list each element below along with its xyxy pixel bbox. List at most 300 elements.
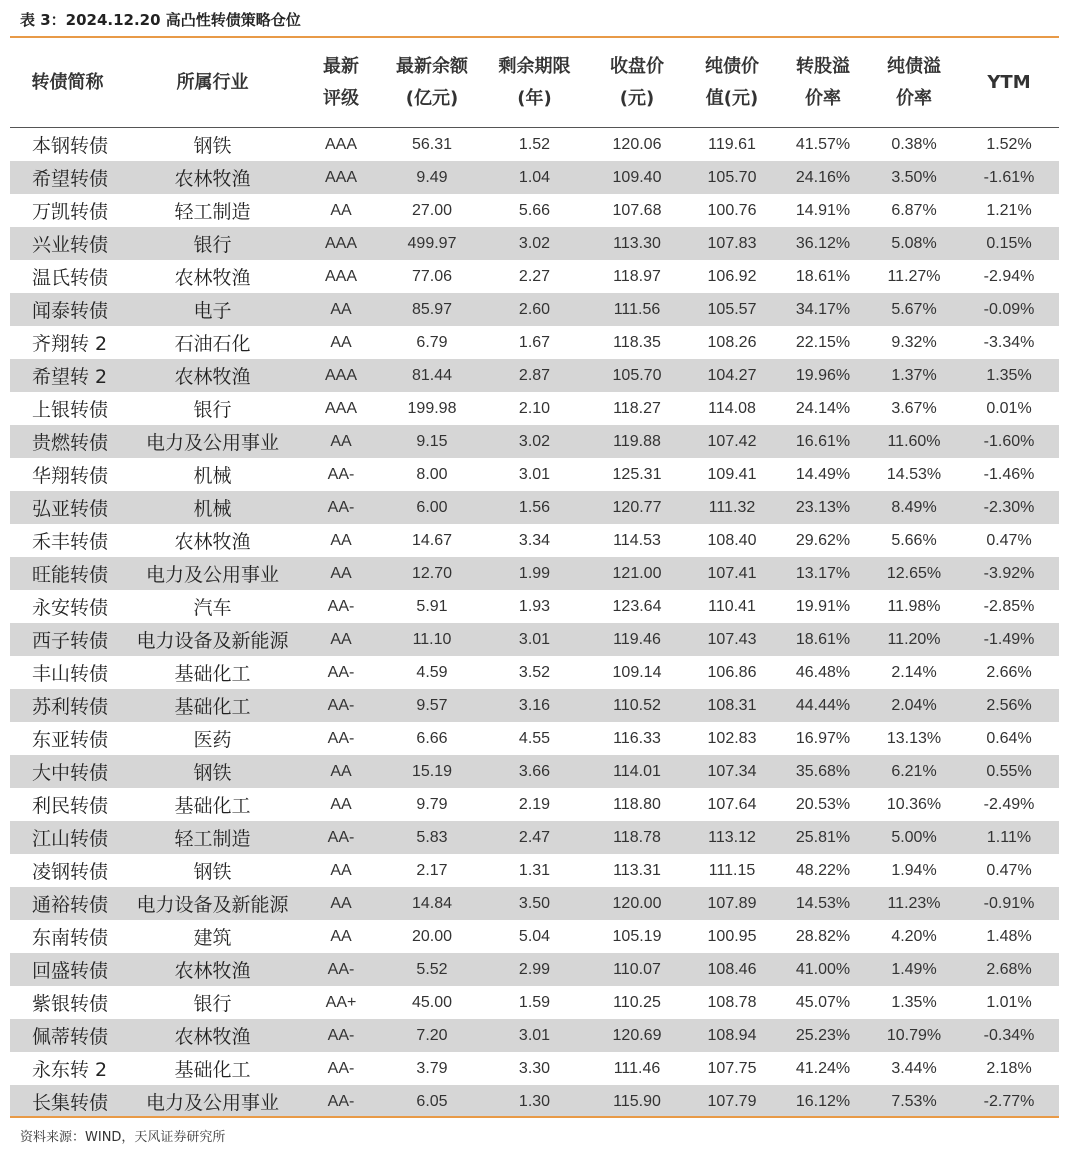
bond-premium-cell: 8.49% xyxy=(869,491,959,524)
bond-premium-cell: 10.36% xyxy=(886,795,942,813)
bond-premium-cell: 3.67% xyxy=(891,399,937,417)
bond-name-cell: 苏利转债 xyxy=(10,689,125,722)
bond-value-cell: 100.76 xyxy=(707,201,757,219)
convertible-bond-table xyxy=(10,38,1059,1118)
bond-premium-cell: 0.38% xyxy=(891,135,937,153)
rating-cell: AA- xyxy=(327,729,355,747)
close-price-cell: 109.14 xyxy=(612,663,662,681)
industry-cell: 农林牧渔 xyxy=(125,161,300,194)
close-price-cell: 115.90 xyxy=(587,1085,687,1118)
table-row xyxy=(10,755,1059,788)
table-row xyxy=(10,590,1059,623)
bond-value-cell: 108.31 xyxy=(687,689,777,722)
conversion-premium-cell: 16.12% xyxy=(777,1085,869,1118)
industry-cell: 农林牧渔 xyxy=(125,1019,300,1052)
ytm-cell: 1.35% xyxy=(959,359,1059,392)
rating-cell: AA xyxy=(300,293,382,326)
close-price-cell: 111.56 xyxy=(587,293,687,326)
header-bond-value: 纯债价 值(元) xyxy=(687,38,777,128)
conversion-premium-cell: 18.61% xyxy=(777,623,869,656)
close-price-cell: 121.00 xyxy=(587,557,687,590)
rating-cell: AA xyxy=(330,531,352,549)
bond-name-cell: 贵燃转债 xyxy=(10,425,125,458)
ytm-cell: -2.94% xyxy=(983,267,1035,285)
conversion-premium-cell: 19.96% xyxy=(777,359,869,392)
balance-cell: 6.00 xyxy=(382,491,482,524)
table-row xyxy=(10,689,1059,722)
conversion-premium-cell: 25.81% xyxy=(777,821,869,854)
ytm-cell: 0.01% xyxy=(986,399,1032,417)
term-cell: 1.30 xyxy=(482,1085,587,1118)
conversion-premium-cell: 44.44% xyxy=(777,689,869,722)
bond-value-cell: 107.89 xyxy=(687,887,777,920)
industry-cell: 石油石化 xyxy=(174,333,251,355)
balance-cell: 4.59 xyxy=(416,663,448,681)
header-row xyxy=(10,38,1059,128)
close-price-cell: 120.06 xyxy=(612,135,662,153)
bond-value-cell: 100.95 xyxy=(707,927,757,945)
balance-cell: 20.00 xyxy=(411,927,453,945)
ytm-cell: -0.91% xyxy=(959,887,1059,920)
bond-value-cell: 105.70 xyxy=(687,161,777,194)
bond-name-cell: 禾丰转债 xyxy=(32,531,109,553)
industry-cell: 农林牧渔 xyxy=(174,531,251,553)
header-balance: 最新余额 (亿元) xyxy=(382,38,482,128)
bond-name-cell: 万凯转债 xyxy=(32,201,109,223)
header-rating: 最新 评级 xyxy=(300,38,382,128)
conversion-premium-cell: 20.53% xyxy=(795,795,851,813)
ytm-cell: 0.64% xyxy=(986,729,1032,747)
close-price-cell: 110.07 xyxy=(587,953,687,986)
balance-cell: 77.06 xyxy=(411,267,453,285)
conversion-premium-cell: 14.49% xyxy=(795,465,851,483)
balance-cell: 5.91 xyxy=(416,597,448,615)
bond-premium-cell: 1.37% xyxy=(869,359,959,392)
bond-name-cell: 西子转债 xyxy=(10,623,125,656)
term-cell: 1.67 xyxy=(518,333,551,351)
ytm-cell: 1.21% xyxy=(986,201,1032,219)
table-row xyxy=(10,920,1059,953)
term-cell: 2.19 xyxy=(518,795,551,813)
header-close-price: 收盘价 (元) xyxy=(587,38,687,128)
ytm-cell: 1.01% xyxy=(986,993,1032,1011)
bond-value-cell: 105.57 xyxy=(687,293,777,326)
table-row xyxy=(10,326,1059,359)
term-cell: 3.30 xyxy=(518,1059,551,1077)
conversion-premium-cell: 41.24% xyxy=(795,1059,851,1077)
ytm-cell: -0.34% xyxy=(959,1019,1059,1052)
industry-cell: 钢铁 xyxy=(193,861,232,883)
term-cell: 3.66 xyxy=(482,755,587,788)
table-row xyxy=(10,821,1059,854)
rating-cell: AA xyxy=(330,927,352,945)
bond-name-cell: 通裕转债 xyxy=(10,887,125,920)
rating-cell: AAA xyxy=(324,399,357,417)
close-price-cell: 105.70 xyxy=(587,359,687,392)
close-price-cell: 125.31 xyxy=(612,465,662,483)
conversion-premium-cell: 25.23% xyxy=(777,1019,869,1052)
conversion-premium-cell: 18.61% xyxy=(795,267,851,285)
rating-cell: AAA xyxy=(324,135,357,153)
bond-premium-cell: 5.00% xyxy=(869,821,959,854)
bond-name-cell: 旺能转债 xyxy=(10,557,125,590)
conversion-premium-cell: 14.53% xyxy=(777,887,869,920)
bond-value-cell: 108.40 xyxy=(707,531,757,549)
rating-cell: AA- xyxy=(300,953,382,986)
industry-cell: 银行 xyxy=(193,399,232,421)
close-price-cell: 114.53 xyxy=(613,531,661,549)
bond-premium-cell: 1.35% xyxy=(891,993,937,1011)
balance-cell: 3.79 xyxy=(416,1059,448,1077)
table-row xyxy=(10,128,1059,162)
close-price-cell: 120.69 xyxy=(587,1019,687,1052)
bond-value-cell: 107.42 xyxy=(687,425,777,458)
bond-value-cell: 107.83 xyxy=(687,227,777,260)
bond-premium-cell: 6.87% xyxy=(891,201,937,219)
bond-value-cell: 109.41 xyxy=(707,465,757,483)
rating-cell: AAA xyxy=(300,359,382,392)
conversion-premium-cell: 13.17% xyxy=(777,557,869,590)
ytm-cell: 2.66% xyxy=(986,663,1032,681)
bond-name-cell: 长集转债 xyxy=(10,1085,125,1118)
rating-cell: AA- xyxy=(300,821,382,854)
rating-cell: AA xyxy=(300,557,382,590)
ytm-cell: -2.30% xyxy=(959,491,1059,524)
conversion-premium-cell: 48.22% xyxy=(795,861,851,879)
term-cell: 1.04 xyxy=(482,161,587,194)
close-price-cell: 113.31 xyxy=(613,861,661,879)
industry-cell: 电力设备及新能源 xyxy=(125,887,300,920)
bond-value-cell: 107.34 xyxy=(687,755,777,788)
table-row xyxy=(10,623,1059,656)
bond-name-cell: 永安转债 xyxy=(32,597,109,619)
table-row xyxy=(10,854,1059,887)
balance-cell: 15.19 xyxy=(382,755,482,788)
term-cell: 2.99 xyxy=(482,953,587,986)
table-row xyxy=(10,557,1059,590)
table-row xyxy=(10,491,1059,524)
balance-cell: 12.70 xyxy=(382,557,482,590)
bottom-rule xyxy=(10,1116,1059,1118)
ytm-cell: 0.55% xyxy=(959,755,1059,788)
bond-premium-cell: 4.20% xyxy=(891,927,937,945)
bond-value-cell: 110.41 xyxy=(708,597,756,615)
industry-cell: 电力及公用事业 xyxy=(125,557,300,590)
term-cell: 2.10 xyxy=(518,399,551,417)
balance-cell: 9.49 xyxy=(382,161,482,194)
balance-cell: 9.57 xyxy=(382,689,482,722)
term-cell: 2.87 xyxy=(482,359,587,392)
bond-value-cell: 107.64 xyxy=(707,795,757,813)
term-cell: 5.66 xyxy=(518,201,551,219)
bond-name-cell: 大中转债 xyxy=(10,755,125,788)
bond-premium-cell: 7.53% xyxy=(869,1085,959,1118)
bond-name-cell: 紫银转债 xyxy=(32,993,109,1015)
bond-name-cell: 东亚转债 xyxy=(32,729,109,751)
close-price-cell: 118.27 xyxy=(613,399,661,417)
header-bond-premium: 纯债溢 价率 xyxy=(869,38,959,128)
close-price-cell: 105.19 xyxy=(612,927,662,945)
term-cell: 3.02 xyxy=(482,425,587,458)
term-cell: 3.02 xyxy=(482,227,587,260)
rating-cell: AA- xyxy=(327,663,355,681)
close-price-cell: 113.30 xyxy=(587,227,687,260)
conversion-premium-cell: 46.48% xyxy=(795,663,851,681)
term-cell: 1.93 xyxy=(518,597,551,615)
bond-value-cell: 108.78 xyxy=(707,993,757,1011)
bond-name-cell: 齐翔转 2 xyxy=(32,333,108,355)
table-row xyxy=(10,392,1059,425)
bond-name-cell: 华翔转债 xyxy=(32,465,109,487)
rating-cell: AAA xyxy=(300,227,382,260)
table-row xyxy=(10,986,1059,1019)
balance-cell: 5.52 xyxy=(382,953,482,986)
ytm-cell: -2.85% xyxy=(983,597,1035,615)
term-cell: 3.01 xyxy=(518,465,551,483)
ytm-cell: -1.60% xyxy=(959,425,1059,458)
bond-premium-cell: 3.50% xyxy=(869,161,959,194)
ytm-cell: -2.77% xyxy=(959,1085,1059,1118)
header-industry: 所属行业 xyxy=(125,38,300,128)
conversion-premium-cell: 23.13% xyxy=(777,491,869,524)
industry-cell: 电力及公用事业 xyxy=(125,425,300,458)
term-cell: 3.50 xyxy=(482,887,587,920)
balance-cell: 9.79 xyxy=(416,795,448,813)
bond-value-cell: 107.41 xyxy=(687,557,777,590)
bond-name-cell: 永东转 2 xyxy=(32,1059,108,1081)
balance-cell: 6.79 xyxy=(416,333,448,351)
ytm-cell: -3.34% xyxy=(983,333,1035,351)
close-price-cell: 110.25 xyxy=(613,993,661,1011)
industry-cell: 农林牧渔 xyxy=(125,359,300,392)
close-price-cell: 119.88 xyxy=(587,425,687,458)
conversion-premium-cell: 24.14% xyxy=(795,399,851,417)
table-row xyxy=(10,722,1059,755)
industry-cell: 医药 xyxy=(193,729,232,751)
bond-value-cell: 102.83 xyxy=(707,729,757,747)
bond-premium-cell: 10.79% xyxy=(869,1019,959,1052)
industry-cell: 电子 xyxy=(125,293,300,326)
term-cell: 1.52 xyxy=(518,135,551,153)
rating-cell: AA- xyxy=(300,1085,382,1118)
table-title: 表 3：2024.12.20 高凸性转债策略仓位 xyxy=(20,11,301,29)
term-cell: 3.34 xyxy=(518,531,551,549)
rating-cell: AA- xyxy=(300,689,382,722)
conversion-premium-cell: 29.62% xyxy=(795,531,851,549)
ytm-cell: -1.46% xyxy=(983,465,1035,483)
industry-cell: 农林牧渔 xyxy=(174,267,251,289)
bond-name-cell: 闻泰转债 xyxy=(10,293,125,326)
bond-name-cell: 回盛转债 xyxy=(10,953,125,986)
bond-value-cell: 107.79 xyxy=(687,1085,777,1118)
close-price-cell: 118.78 xyxy=(587,821,687,854)
bond-value-cell: 113.12 xyxy=(687,821,777,854)
ytm-cell: -0.09% xyxy=(959,293,1059,326)
industry-cell: 轻工制造 xyxy=(125,821,300,854)
rating-cell: AA xyxy=(300,887,382,920)
bond-premium-cell: 1.94% xyxy=(891,861,937,879)
term-cell: 1.99 xyxy=(482,557,587,590)
close-price-cell: 107.68 xyxy=(612,201,662,219)
bond-value-cell: 104.27 xyxy=(687,359,777,392)
header-bond-name: 转债简称 xyxy=(10,38,125,128)
bond-premium-cell: 9.32% xyxy=(891,333,937,351)
term-cell: 1.59 xyxy=(518,993,551,1011)
bond-premium-cell: 12.65% xyxy=(869,557,959,590)
header-ytm: YTM xyxy=(959,38,1059,128)
industry-cell: 轻工制造 xyxy=(174,201,251,223)
balance-cell: 81.44 xyxy=(382,359,482,392)
table-row xyxy=(10,227,1059,260)
balance-cell: 9.15 xyxy=(382,425,482,458)
close-price-cell: 109.40 xyxy=(587,161,687,194)
close-price-cell: 118.35 xyxy=(613,333,661,351)
bond-value-cell: 108.46 xyxy=(687,953,777,986)
rating-cell: AA- xyxy=(327,1059,355,1077)
bond-premium-cell: 13.13% xyxy=(886,729,942,747)
balance-cell: 7.20 xyxy=(382,1019,482,1052)
rating-cell: AA xyxy=(330,333,352,351)
rating-cell: AAA xyxy=(300,161,382,194)
ytm-cell: 1.11% xyxy=(959,821,1059,854)
term-cell: 3.01 xyxy=(482,623,587,656)
bond-premium-cell: 5.66% xyxy=(891,531,937,549)
rating-cell: AA+ xyxy=(325,993,357,1011)
balance-cell: 5.83 xyxy=(382,821,482,854)
rating-cell: AA- xyxy=(300,1019,382,1052)
bond-name-cell: 兴业转债 xyxy=(10,227,125,260)
table-row xyxy=(10,458,1059,491)
ytm-cell: -2.49% xyxy=(983,795,1035,813)
ytm-cell: 0.47% xyxy=(986,531,1032,549)
table-row xyxy=(10,425,1059,458)
rating-cell: AA xyxy=(330,861,352,879)
term-cell: 3.16 xyxy=(482,689,587,722)
bond-value-cell: 106.86 xyxy=(707,663,757,681)
ytm-cell: 2.18% xyxy=(986,1059,1032,1077)
bond-premium-cell: 3.44% xyxy=(891,1059,937,1077)
conversion-premium-cell: 16.61% xyxy=(777,425,869,458)
table-row xyxy=(10,1052,1059,1085)
balance-cell: 85.97 xyxy=(382,293,482,326)
bond-name-cell: 佩蒂转债 xyxy=(10,1019,125,1052)
bond-name-cell: 希望转债 xyxy=(10,161,125,194)
table-row xyxy=(10,293,1059,326)
ytm-cell: 0.15% xyxy=(959,227,1059,260)
bond-value-cell: 108.26 xyxy=(707,333,757,351)
industry-cell: 农林牧渔 xyxy=(125,953,300,986)
conversion-premium-cell: 41.00% xyxy=(777,953,869,986)
table-row xyxy=(10,194,1059,227)
term-cell: 2.27 xyxy=(518,267,551,285)
ytm-cell: -1.61% xyxy=(959,161,1059,194)
industry-cell: 钢铁 xyxy=(125,755,300,788)
bond-premium-cell: 14.53% xyxy=(886,465,942,483)
bond-value-cell: 107.43 xyxy=(687,623,777,656)
industry-cell: 电力及公用事业 xyxy=(125,1085,300,1118)
bond-name-cell: 江山转债 xyxy=(10,821,125,854)
rating-cell: AA xyxy=(330,795,352,813)
industry-cell: 基础化工 xyxy=(174,1059,251,1081)
bond-value-cell: 119.61 xyxy=(708,135,756,153)
bond-premium-cell: 5.67% xyxy=(869,293,959,326)
close-price-cell: 114.01 xyxy=(587,755,687,788)
rating-cell: AA xyxy=(300,755,382,788)
rating-cell: AAA xyxy=(324,267,357,285)
industry-cell: 电力设备及新能源 xyxy=(125,623,300,656)
rating-cell: AA- xyxy=(300,491,382,524)
balance-cell: 8.00 xyxy=(416,465,448,483)
rating-cell: AA- xyxy=(327,465,355,483)
industry-cell: 建筑 xyxy=(193,927,232,949)
balance-cell: 6.05 xyxy=(382,1085,482,1118)
industry-cell: 钢铁 xyxy=(193,135,232,157)
bond-name-cell: 弘亚转债 xyxy=(10,491,125,524)
balance-cell: 499.97 xyxy=(382,227,482,260)
bond-value-cell: 106.92 xyxy=(707,267,757,285)
header-term: 剩余期限 (年) xyxy=(482,38,587,128)
close-price-cell: 111.46 xyxy=(613,1059,661,1077)
table-row xyxy=(10,656,1059,689)
term-cell: 3.01 xyxy=(482,1019,587,1052)
balance-cell: 199.98 xyxy=(407,399,457,417)
bond-premium-cell: 11.60% xyxy=(869,425,959,458)
balance-cell: 11.10 xyxy=(382,623,482,656)
industry-cell: 基础化工 xyxy=(174,663,251,685)
table-row xyxy=(10,953,1059,986)
industry-cell: 基础化工 xyxy=(174,795,251,817)
ytm-cell: 1.52% xyxy=(986,135,1032,153)
close-price-cell: 120.00 xyxy=(587,887,687,920)
ytm-cell: 2.68% xyxy=(959,953,1059,986)
industry-cell: 银行 xyxy=(193,993,232,1015)
term-cell: 1.56 xyxy=(482,491,587,524)
bond-premium-cell: 11.98% xyxy=(887,597,941,615)
ytm-cell: 1.48% xyxy=(986,927,1032,945)
conversion-premium-cell: 19.91% xyxy=(795,597,851,615)
industry-cell: 机械 xyxy=(125,491,300,524)
balance-cell: 2.17 xyxy=(416,861,448,879)
table-row xyxy=(10,359,1059,392)
bond-name-cell: 利民转债 xyxy=(32,795,109,817)
table-body xyxy=(10,128,1059,1119)
close-price-cell: 120.77 xyxy=(587,491,687,524)
conversion-premium-cell: 16.97% xyxy=(795,729,851,747)
table-row xyxy=(10,1085,1059,1118)
balance-cell: 6.66 xyxy=(416,729,448,747)
term-cell: 2.60 xyxy=(482,293,587,326)
bond-name-cell: 凌钢转债 xyxy=(32,861,109,883)
bond-name-cell: 希望转 2 xyxy=(10,359,125,392)
balance-cell: 45.00 xyxy=(411,993,453,1011)
ytm-cell: 2.56% xyxy=(959,689,1059,722)
conversion-premium-cell: 35.68% xyxy=(777,755,869,788)
term-cell: 2.47 xyxy=(482,821,587,854)
term-cell: 1.31 xyxy=(518,861,551,879)
ytm-cell: -1.49% xyxy=(959,623,1059,656)
conversion-premium-cell: 34.17% xyxy=(777,293,869,326)
table-row xyxy=(10,524,1059,557)
rating-cell: AA xyxy=(330,201,352,219)
conversion-premium-cell: 45.07% xyxy=(795,993,851,1011)
industry-cell: 机械 xyxy=(193,465,232,487)
industry-cell: 基础化工 xyxy=(125,689,300,722)
term-cell: 5.04 xyxy=(518,927,551,945)
close-price-cell: 110.52 xyxy=(587,689,687,722)
bond-premium-cell: 2.14% xyxy=(891,663,937,681)
bond-value-cell: 114.08 xyxy=(708,399,756,417)
table-row xyxy=(10,260,1059,293)
